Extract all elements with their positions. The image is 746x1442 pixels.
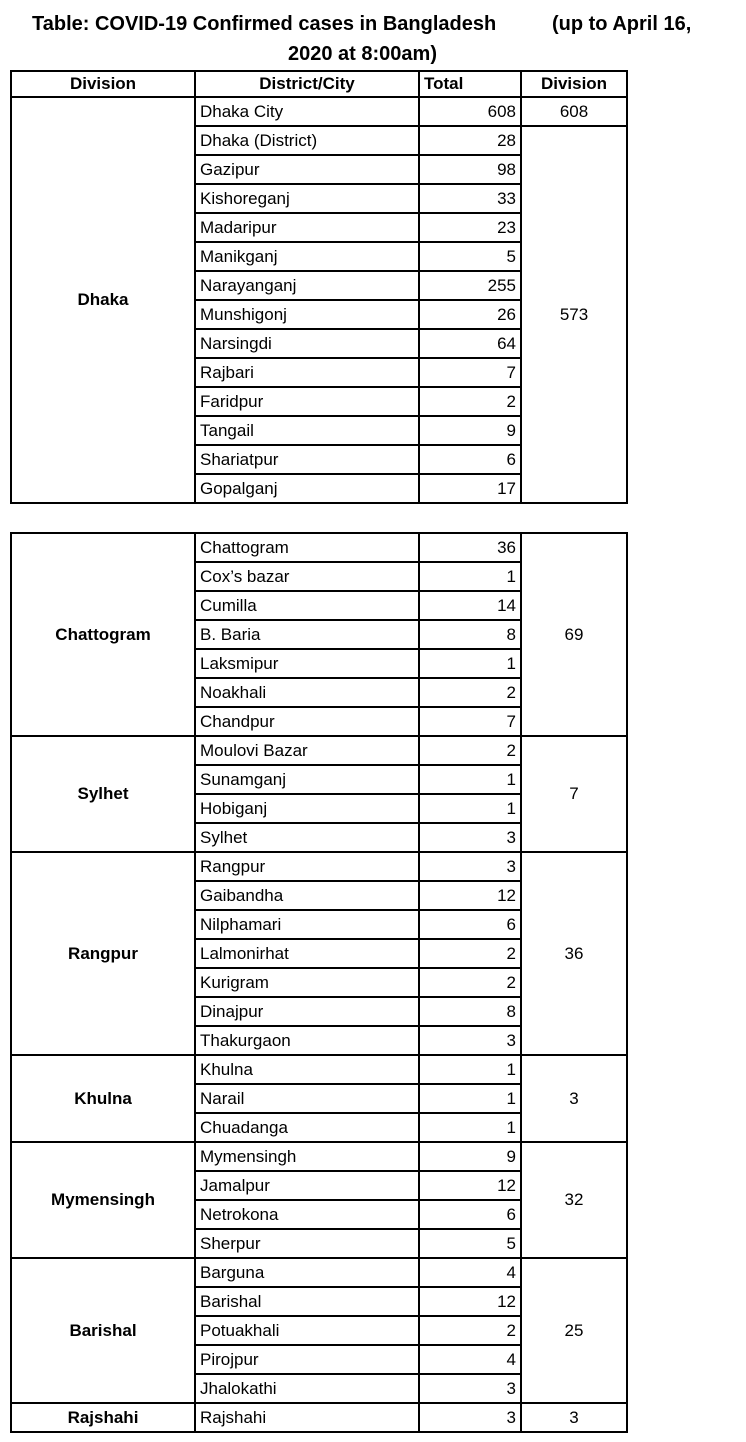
district-name: Jhalokathi xyxy=(195,1374,419,1403)
table-row xyxy=(11,1403,627,1432)
table-row xyxy=(11,97,627,126)
district-total: 1 xyxy=(419,1113,521,1142)
division-total: 36 xyxy=(521,852,627,1055)
division-total: 3 xyxy=(521,1055,627,1142)
district-total: 9 xyxy=(419,1142,521,1171)
district-name: Tangail xyxy=(195,416,419,445)
district-total: 3 xyxy=(419,1403,521,1432)
division-name: Barishal xyxy=(11,1258,195,1403)
district-total: 1 xyxy=(419,1084,521,1113)
district-name: Moulovi Bazar xyxy=(195,736,419,765)
division-total: 3 xyxy=(521,1403,627,1432)
district-total: 1 xyxy=(419,649,521,678)
division-total: 608 xyxy=(521,97,627,126)
district-total: 255 xyxy=(419,271,521,300)
district-name: Barishal xyxy=(195,1287,419,1316)
district-name: Barguna xyxy=(195,1258,419,1287)
district-name: Sunamganj xyxy=(195,765,419,794)
district-total: 8 xyxy=(419,997,521,1026)
district-name: Potuakhali xyxy=(195,1316,419,1345)
division-total: 25 xyxy=(521,1258,627,1403)
other-divisions-table xyxy=(10,532,628,1433)
district-total: 9 xyxy=(419,416,521,445)
district-name: Lalmonirhat xyxy=(195,939,419,968)
header-district: District/City xyxy=(195,71,419,97)
district-name: Cox’s bazar xyxy=(195,562,419,591)
district-total: 28 xyxy=(419,126,521,155)
district-name: Sylhet xyxy=(195,823,419,852)
division-name: Sylhet xyxy=(11,736,195,852)
district-name: Kurigram xyxy=(195,968,419,997)
table-row xyxy=(11,533,627,562)
district-total: 6 xyxy=(419,910,521,939)
district-name: Narail xyxy=(195,1084,419,1113)
district-name: Rajshahi xyxy=(195,1403,419,1432)
district-name: Rangpur xyxy=(195,852,419,881)
district-total: 2 xyxy=(419,678,521,707)
division-name: Rajshahi xyxy=(11,1403,195,1432)
district-name: Narsingdi xyxy=(195,329,419,358)
district-total: 64 xyxy=(419,329,521,358)
district-name: Hobiganj xyxy=(195,794,419,823)
district-total: 2 xyxy=(419,968,521,997)
district-name: Noakhali xyxy=(195,678,419,707)
division-total: 7 xyxy=(521,736,627,852)
district-name: Pirojpur xyxy=(195,1345,419,1374)
district-name: Netrokona xyxy=(195,1200,419,1229)
district-name: Shariatpur xyxy=(195,445,419,474)
header-division: Division xyxy=(11,71,195,97)
district-total: 14 xyxy=(419,591,521,620)
district-name: Narayanganj xyxy=(195,271,419,300)
district-total: 33 xyxy=(419,184,521,213)
district-total: 8 xyxy=(419,620,521,649)
district-name: Chandpur xyxy=(195,707,419,736)
division-name: Dhaka xyxy=(11,97,195,503)
table-row xyxy=(11,1142,627,1171)
district-name: Nilphamari xyxy=(195,910,419,939)
district-name: Dhaka City xyxy=(195,97,419,126)
district-total: 3 xyxy=(419,1374,521,1403)
division-name: Rangpur xyxy=(11,852,195,1055)
district-total: 2 xyxy=(419,939,521,968)
district-name: Sherpur xyxy=(195,1229,419,1258)
district-total: 3 xyxy=(419,1026,521,1055)
district-total: 12 xyxy=(419,1171,521,1200)
table-row xyxy=(11,852,627,881)
district-name: Dhaka (District) xyxy=(195,126,419,155)
district-name: B. Baria xyxy=(195,620,419,649)
header-division-total: Division xyxy=(521,71,627,97)
district-total: 1 xyxy=(419,765,521,794)
dhaka-table xyxy=(10,70,628,504)
table-row xyxy=(11,1055,627,1084)
district-total: 6 xyxy=(419,445,521,474)
district-total: 3 xyxy=(419,823,521,852)
title-line-1: Table: COVID-19 Confirmed cases in Bangladesh xyxy=(32,13,497,35)
division-total: 69 xyxy=(521,533,627,736)
district-total: 17 xyxy=(419,474,521,503)
district-name: Rajbari xyxy=(195,358,419,387)
district-total: 608 xyxy=(419,97,521,126)
district-name: Manikganj xyxy=(195,242,419,271)
title-date-part-1: (up to April 16, xyxy=(552,13,692,35)
district-name: Madaripur xyxy=(195,213,419,242)
district-total: 5 xyxy=(419,1229,521,1258)
division-name: Chattogram xyxy=(11,533,195,736)
header-total: Total xyxy=(419,71,521,97)
district-name: Kishoreganj xyxy=(195,184,419,213)
district-total: 12 xyxy=(419,1287,521,1316)
table-row xyxy=(11,736,627,765)
district-total: 7 xyxy=(419,358,521,387)
district-name: Munshigonj xyxy=(195,300,419,329)
district-name: Jamalpur xyxy=(195,1171,419,1200)
district-total: 1 xyxy=(419,794,521,823)
district-total: 1 xyxy=(419,562,521,591)
division-total: 573 xyxy=(521,126,627,503)
district-name: Gopalganj xyxy=(195,474,419,503)
district-total: 2 xyxy=(419,1316,521,1345)
district-total: 98 xyxy=(419,155,521,184)
district-total: 2 xyxy=(419,736,521,765)
district-name: Chattogram xyxy=(195,533,419,562)
district-name: Gaibandha xyxy=(195,881,419,910)
district-total: 6 xyxy=(419,1200,521,1229)
district-name: Mymensingh xyxy=(195,1142,419,1171)
district-total: 3 xyxy=(419,852,521,881)
district-total: 23 xyxy=(419,213,521,242)
district-total: 4 xyxy=(419,1345,521,1374)
table-row xyxy=(11,1258,627,1287)
district-total: 12 xyxy=(419,881,521,910)
district-total: 26 xyxy=(419,300,521,329)
district-name: Thakurgaon xyxy=(195,1026,419,1055)
district-name: Faridpur xyxy=(195,387,419,416)
title-line-2: 2020 at 8:00am) xyxy=(288,43,437,65)
division-name: Mymensingh xyxy=(11,1142,195,1258)
district-name: Khulna xyxy=(195,1055,419,1084)
district-total: 1 xyxy=(419,1055,521,1084)
district-total: 2 xyxy=(419,387,521,416)
division-name: Khulna xyxy=(11,1055,195,1142)
district-total: 36 xyxy=(419,533,521,562)
district-name: Chuadanga xyxy=(195,1113,419,1142)
district-total: 5 xyxy=(419,242,521,271)
district-name: Cumilla xyxy=(195,591,419,620)
district-name: Dinajpur xyxy=(195,997,419,1026)
division-total: 32 xyxy=(521,1142,627,1258)
district-total: 4 xyxy=(419,1258,521,1287)
district-name: Gazipur xyxy=(195,155,419,184)
header-row xyxy=(11,71,627,97)
district-total: 7 xyxy=(419,707,521,736)
district-name: Laksmipur xyxy=(195,649,419,678)
